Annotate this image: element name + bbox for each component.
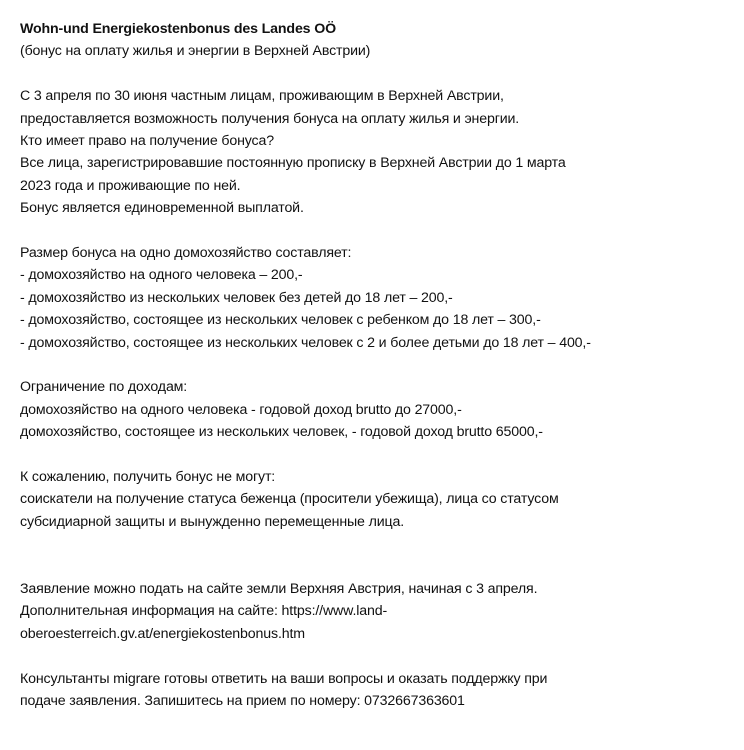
excluded-heading: К сожалению, получить бонус не могут:	[20, 469, 276, 486]
consult-section	[20, 668, 736, 713]
income-item: домохозяйство, состоящее из нескольких человек, - годовой доход brutto 65000,-	[20, 424, 543, 441]
intro-line: предоставляется возможность получения бонуса на оплату жилья и энергии.	[20, 110, 520, 127]
amount-item: - домохозяйство из нескольких человек без детей до 18 лет – 200,-	[20, 289, 453, 306]
spacer	[20, 354, 736, 376]
amount-item: - домохозяйство, состоящее из нескольких человек с 2 и более детьми до 18 лет – 400,-	[20, 334, 591, 351]
document-title: Wohn-und Energiekostenbonus des Landes OÖ	[20, 21, 336, 37]
spacer	[20, 444, 736, 466]
spacer	[20, 220, 736, 242]
income-heading: Ограничение по доходам:	[20, 379, 188, 396]
intro-section	[20, 85, 736, 219]
amount-item: - домохозяйство, состоящее из нескольких человек с ребенком до 18 лет – 300,-	[20, 312, 541, 329]
excluded-line: субсидиарной защиты и вынужденно перемещенные лица.	[20, 513, 405, 530]
intro-line: Все лица, зарегистрировавшие постоянную прописку в Верхней Австрии до 1 марта	[20, 155, 566, 172]
consult-phone-line: подаче заявления. Запишитесь на прием по номеру: 0732667363601	[20, 693, 465, 710]
application-line: Заявление можно подать на сайте земли Верхняя Австрия, начиная с 3 апреля.	[20, 581, 538, 598]
excluded-section	[20, 466, 736, 533]
spacer	[20, 533, 736, 578]
amounts-section	[20, 242, 736, 354]
intro-line: Бонус является единовременной выплатой.	[20, 200, 304, 217]
income-item: домохозяйство на одного человека - годовой доход brutto до 27000,-	[20, 401, 462, 418]
amount-item: - домохозяйство на одного человека – 200,-	[20, 267, 303, 284]
spacer	[20, 645, 736, 667]
intro-line: С 3 апреля по 30 июня частным лицам, проживающим в Верхней Австрии,	[20, 88, 504, 105]
excluded-line: соискатели на получение статуса беженца (просители убежища), лица со статусом	[20, 491, 559, 508]
amounts-heading: Размер бонуса на одно домохозяйство составляет:	[20, 245, 352, 262]
document-subtitle: (бонус на оплату жилья и энергии в Верхней Австрии)	[20, 43, 371, 60]
spacer	[20, 63, 736, 85]
consult-line: Консультанты migrare готовы ответить на ваши вопросы и оказать поддержку при	[20, 670, 548, 687]
eligibility-question: Кто имеет право на получение бонуса?	[20, 133, 274, 150]
intro-line: 2023 года и проживающие по ней.	[20, 177, 241, 194]
application-section	[20, 578, 736, 645]
application-line: Дополнительная информация на сайте: https://www.land-	[20, 603, 388, 620]
income-section	[20, 376, 736, 443]
document-page	[20, 18, 736, 713]
website-url: oberoesterreich.gv.at/energiekostenbonus.htm	[20, 625, 305, 642]
